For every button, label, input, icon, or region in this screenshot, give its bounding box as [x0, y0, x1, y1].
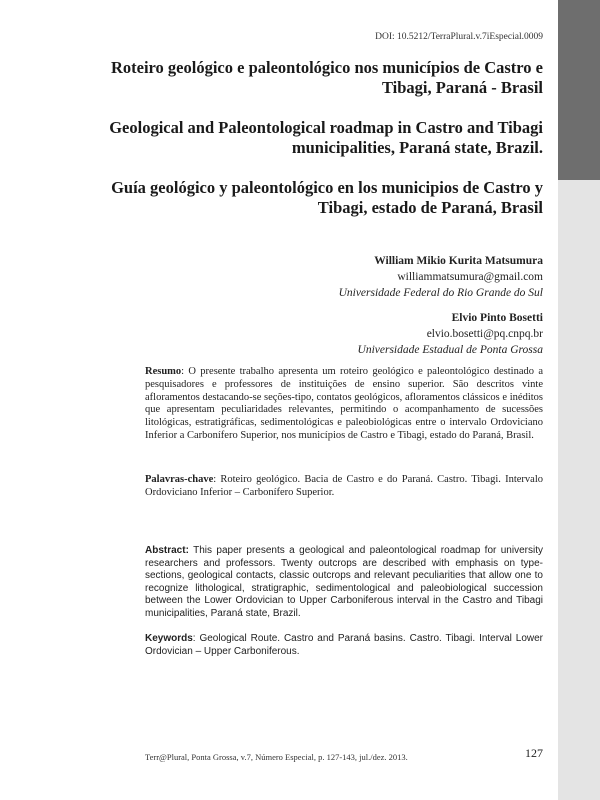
doi: DOI: 10.5212/TerraPlural.v.7iEspecial.0009 — [375, 32, 543, 42]
title-spanish: Guía geológico y paleontológico en los municipios de Castro y Tibagi, estado de Paraná, Brasil — [111, 178, 543, 217]
title-english: Geological and Paleontological roadmap in Castro and Tibagi municipalities, Paraná state, Brazil. — [109, 118, 543, 157]
author-name: William Mikio Kurita Matsumura — [374, 255, 543, 267]
author-name: Elvio Pinto Bosetti — [451, 312, 543, 324]
resumo-label: Resumo — [145, 366, 182, 377]
palavras-chave-text: : Roteiro geológico. Bacia de Castro e do Paraná. Castro. Tibagi. Intervalo Ordoviciano Inferior – Carbonífero Superior. — [145, 474, 543, 498]
abstract-paragraph — [145, 545, 543, 621]
author-email[interactable]: williammatsumura@gmail.com — [397, 271, 543, 283]
palavras-chave-label: Palavras-chave — [145, 474, 214, 485]
side-tab-dark — [558, 0, 600, 180]
keywords-label: Keywords — [145, 633, 193, 644]
author-block — [250, 310, 543, 358]
keywords-paragraph — [145, 633, 543, 658]
author-email[interactable]: elvio.bosetti@pq.cnpq.br — [426, 328, 543, 340]
side-tab-light — [558, 180, 600, 800]
abstract-label: Abstract: — [145, 545, 189, 556]
palavras-chave-paragraph — [145, 474, 543, 500]
author-block — [250, 253, 543, 301]
footer-citation: Terr@Plural, Ponta Grossa, v.7, Número Especial, p. 127-143, jul./dez. 2013. — [145, 752, 408, 762]
resumo-text: : O presente trabalho apresenta um roteiro geológico e paleontológico destinado a pesquisadores e professores de instituições de ensino superior. São descritos vinte afloramentos destacando-se seções-tipo, contatos geológicos, afloramentos clássicos e inéditos que apresentam peculiaridades relevantes, permitindo o acompanhamento de sucessões litológicas, estratigráficas, sedimentológicas e paleobiológicas entre o intervalo Ordoviciano Inferior a Carbonífero Superior, nos municípios de Castro e Tibagi, estado do Paraná, Brasil. — [145, 366, 543, 441]
keywords-text: : Geological Route. Castro and Paraná basins. Castro. Tibagi. Interval Lower Ordovician – Upper Carboniferous. — [145, 633, 543, 657]
title-portuguese: Roteiro geológico e paleontológico nos municípios de Castro e Tibagi, Paraná - Brasil — [110, 58, 543, 97]
abstract-text: This paper presents a geological and paleontological roadmap for university researchers and professors. Twenty outcrops are described with emphasis on type-sections, geological contacts, classic outcrops and relevant peculiarities that allow one to recognize lithological, stratigraphic, sedimentological and paleobiological succession between the Lower Ordovician to Upper Carboniferous interval in the Castro and Tibagi municipalities, Paraná state, Brazil. — [145, 545, 543, 619]
page-number: 127 — [525, 746, 543, 760]
author-affiliation: Universidade Federal do Rio Grande do Sul — [338, 287, 543, 299]
author-affiliation: Universidade Estadual de Ponta Grossa — [357, 344, 543, 356]
resumo-paragraph — [145, 366, 543, 443]
